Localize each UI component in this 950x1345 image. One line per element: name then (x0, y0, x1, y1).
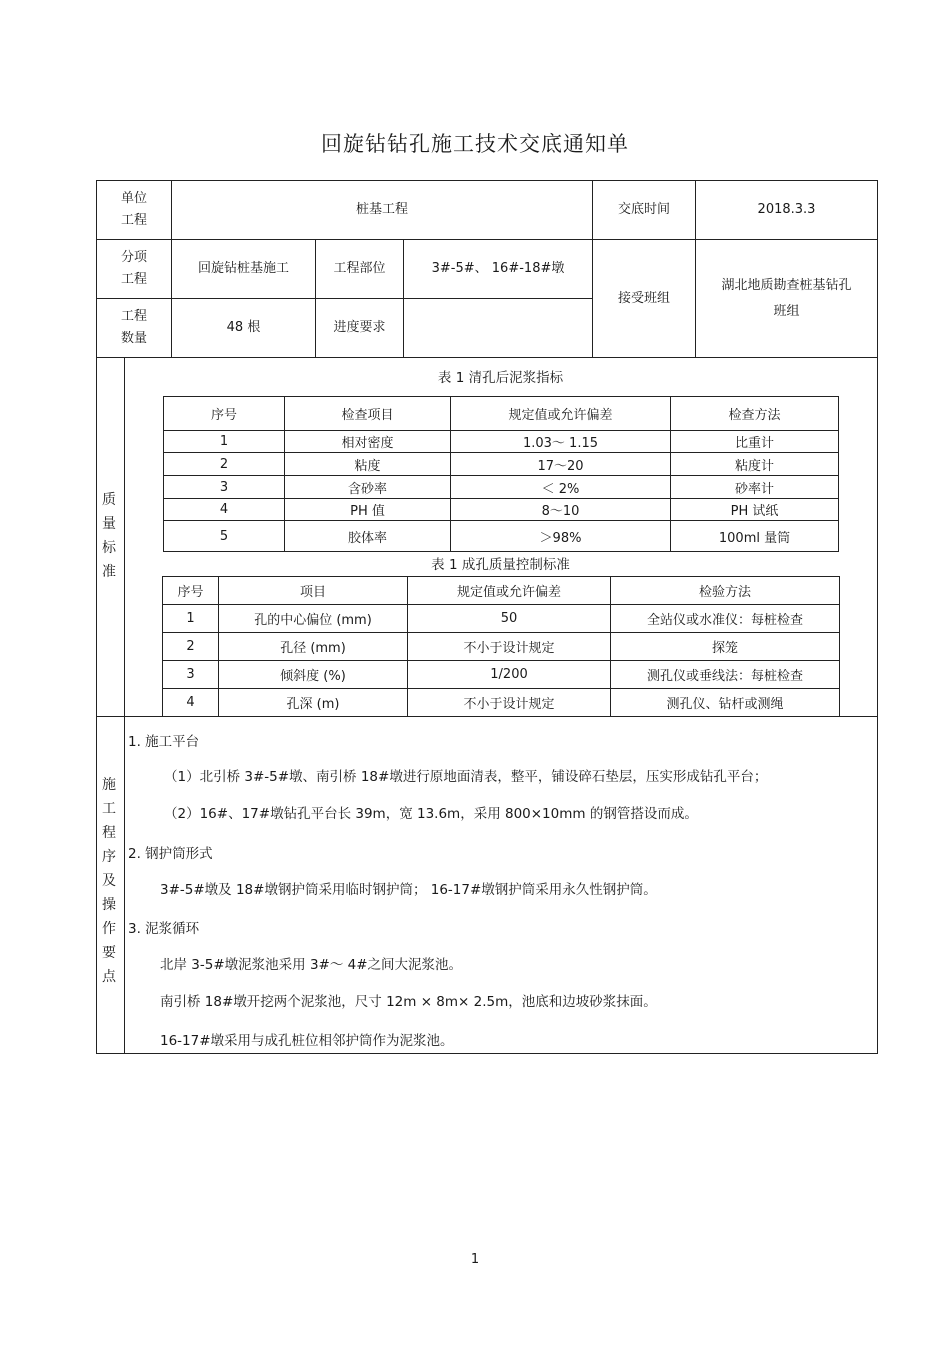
table1-cell: ＞98% (451, 521, 671, 552)
table1-header: 序号 (164, 397, 285, 431)
table2-cell: 3 (163, 661, 219, 689)
procedure-line: 1. 施工平台 (128, 734, 200, 750)
table1-cell: 粘度计 (671, 453, 839, 476)
table1-header: 检查方法 (671, 397, 839, 431)
table2-cell: 探笼 (611, 633, 840, 661)
table2-header: 序号 (163, 577, 219, 605)
table2-cell: 孔深 (m) (219, 689, 408, 717)
sub-label: 分项 工程 (96, 239, 172, 299)
table-row (164, 521, 839, 552)
table1-cell: 2 (164, 453, 285, 476)
table1-cell: ＜ 2% (451, 476, 671, 499)
table2-cell: 全站仪或水准仪：每桩检查 (611, 605, 840, 633)
procedure-line: （1）北引桥 3#-5#墩、南引桥 18#墩进行原地面清表，整平，铺设碎石垫层，压实形成钻孔平台； (164, 769, 768, 785)
table-row (163, 661, 840, 689)
table2-cell: 不小于设计规定 (408, 689, 611, 717)
table2-cell: 倾斜度 (%) (219, 661, 408, 689)
table1-cell: 胶体率 (285, 521, 451, 552)
hole-quality-table (162, 576, 840, 717)
unit-value: 桩基工程 (171, 180, 593, 240)
table-row (163, 605, 840, 633)
page-title: 回旋钻钻孔施工技术交底通知单 (321, 132, 629, 156)
team-value: 湖北地质勘查桩基钻孔 班组 (695, 239, 878, 358)
table2-cell: 孔的中心偏位 (mm) (219, 605, 408, 633)
procedure-line: 3. 泥浆循环 (128, 921, 200, 937)
unit-label: 单位 工程 (96, 180, 172, 240)
procedure-line: 北岸 3-5#墩泥浆池采用 3#～ 4#之间大泥浆池。 (160, 957, 463, 973)
table2-header: 检验方法 (611, 577, 840, 605)
table1-caption: 表 1 清孔后泥浆指标 (437, 370, 564, 386)
table1-cell: PH 值 (285, 499, 451, 521)
date-label: 交底时间 (592, 180, 696, 240)
part-value: 3#-5#、 16#-18#墩 (403, 239, 593, 299)
table1-cell: PH 试纸 (671, 499, 839, 521)
table1-cell: 3 (164, 476, 285, 499)
table-row (164, 499, 839, 521)
date-value: 2018.3.3 (695, 180, 878, 240)
team-label: 接受班组 (592, 239, 696, 358)
progress-label: 进度要求 (315, 298, 404, 358)
table1-cell: 相对密度 (285, 431, 451, 453)
table1-cell: 5 (164, 521, 285, 552)
table-row (163, 689, 840, 717)
table1-header: 规定值或允许偏差 (451, 397, 671, 431)
qty-value: 48 根 (171, 298, 316, 358)
progress-value (403, 298, 593, 358)
table-row (163, 633, 840, 661)
procedure-side-label: 施 工 程 序 及 操 作 要 点 (102, 777, 116, 985)
table1-cell: 比重计 (671, 431, 839, 453)
table2-cell: 4 (163, 689, 219, 717)
procedure-line: 3#-5#墩及 18#墩钢护筒采用临时钢护筒； 16-17#墩钢护筒采用永久性钢护筒。 (160, 882, 657, 898)
table2-cell: 不小于设计规定 (408, 633, 611, 661)
procedure-line: 2. 钢护筒形式 (128, 846, 213, 862)
table2-cell: 孔径 (mm) (219, 633, 408, 661)
table2-cell: 2 (163, 633, 219, 661)
table1-cell: 17～20 (451, 453, 671, 476)
quality-side-label: 质 量 标 准 (102, 492, 116, 580)
table2-header: 项目 (219, 577, 408, 605)
table1-header: 检查项目 (285, 397, 451, 431)
table2-caption: 表 1 成孔质量控制标准 (431, 557, 570, 573)
table1-cell: 100ml 量筒 (671, 521, 839, 552)
part-label: 工程部位 (315, 239, 404, 299)
table1-cell: 8～10 (451, 499, 671, 521)
page-number: 1 (470, 1252, 480, 1267)
mud-index-table (163, 396, 839, 552)
table1-cell: 1.03～ 1.15 (451, 431, 671, 453)
sub-value: 回旋钻桩基施工 (171, 239, 316, 299)
table1-cell: 砂率计 (671, 476, 839, 499)
table2-cell: 测孔仪、钻杆或测绳 (611, 689, 840, 717)
table2-cell: 测孔仪或垂线法：每桩检查 (611, 661, 840, 689)
table1-cell: 粘度 (285, 453, 451, 476)
table-row (164, 476, 839, 499)
table-row (164, 431, 839, 453)
table1-cell: 含砂率 (285, 476, 451, 499)
table2-cell: 1 (163, 605, 219, 633)
table1-cell: 4 (164, 499, 285, 521)
qty-label: 工程 数量 (96, 298, 172, 358)
table2-cell: 50 (408, 605, 611, 633)
procedure-line: 16-17#墩采用与成孔桩位相邻护筒作为泥浆池。 (160, 1033, 454, 1049)
table-row (164, 453, 839, 476)
table2-cell: 1/200 (408, 661, 611, 689)
table2-header: 规定值或允许偏差 (408, 577, 611, 605)
table1-cell: 1 (164, 431, 285, 453)
procedure-line: （2）16#、17#墩钻孔平台长 39m，宽 13.6m，采用 800×10mm 的钢管搭设而成。 (164, 806, 698, 822)
procedure-line: 南引桥 18#墩开挖两个泥浆池，尺寸 12m × 8m× 2.5m，池底和边坡砂浆抹面。 (160, 994, 657, 1010)
